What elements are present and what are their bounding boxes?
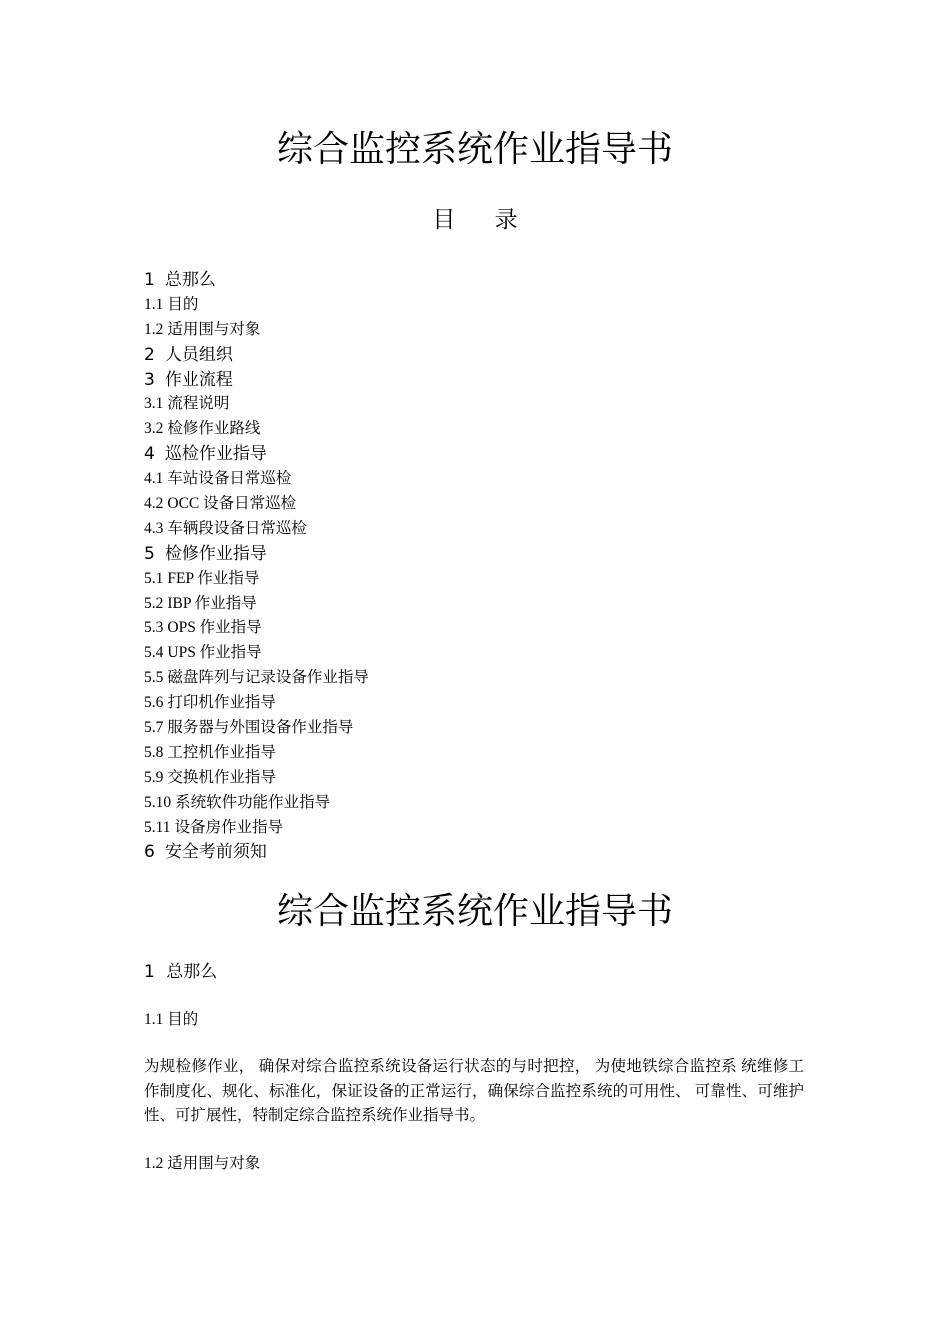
document-title: 综合监控系统作业指导书 [276, 129, 673, 170]
toc-entry-number: 6 [144, 842, 155, 863]
toc-entry[interactable] [144, 816, 844, 841]
toc-entry-title: 适用围与对象 [167, 320, 261, 338]
toc-entry-title: 作业流程 [164, 369, 233, 390]
toc-entry-number: 5.3 [144, 619, 164, 637]
section-title: 总那么 [166, 962, 218, 982]
toc-entry-number: 3.1 [144, 395, 164, 413]
toc-entry-number: 5.4 [144, 644, 164, 662]
toc-entry-title: 系统软件功能作业指导 [175, 793, 331, 811]
toc-entry-title: 设备房作业指导 [174, 818, 284, 836]
section-number: 1.2 [144, 1155, 164, 1172]
toc-entry-title: 车辆段设备日常巡检 [167, 519, 307, 537]
section-1-2-heading [144, 1152, 804, 1176]
toc-entry-title: OPS 作业指导 [167, 619, 262, 637]
toc-entry-title: FEP 作业指导 [167, 569, 260, 587]
toc-entry-number: 4.1 [144, 470, 164, 488]
toc-entry[interactable] [144, 741, 844, 766]
toc-entry-title: 工控机作业指导 [167, 743, 276, 761]
toc-entry-title: 人员组织 [164, 344, 233, 365]
toc-entry[interactable] [144, 293, 844, 318]
toc-entry-number: 5.6 [144, 694, 164, 712]
section-title: 适用围与对象 [167, 1155, 261, 1172]
toc-entry[interactable] [144, 616, 844, 641]
paragraph-text: 为规检修作业， 确保对综合监控系统设备运行状态的与时把控， 为使地铁综合监控系 统维修工作制度化、规化、标准化，保证设备的正常运行，确保综合监控系统的可用性、 可靠性、可维护性、可扩展性，特制定综合监控系统作业指导书。 [144, 1058, 804, 1124]
toc-entry-number: 1 [144, 270, 155, 290]
toc-entry[interactable] [144, 318, 844, 343]
toc-entry-number: 5.5 [144, 669, 164, 687]
toc-entry-number: 5.10 [144, 793, 172, 811]
toc-entry-title: 服务器与外围设备作业指导 [167, 719, 354, 737]
toc-entry-number: 5.1 [144, 569, 164, 587]
section-1-1-heading [144, 1008, 804, 1032]
toc-entry-title: 检修作业指导 [164, 543, 267, 564]
toc-entry-number: 4.2 [144, 495, 164, 513]
toc-entry-number: 5.2 [144, 594, 164, 612]
toc-entry[interactable] [144, 392, 844, 417]
toc-entry-number: 5.9 [144, 768, 164, 786]
toc-entry[interactable] [144, 716, 844, 741]
toc-entry-title: OCC 设备日常巡检 [167, 495, 297, 513]
toc-entry-title: 目的 [167, 295, 199, 313]
section-1-heading [144, 960, 804, 984]
toc-entry-title: UPS 作业指导 [167, 644, 262, 662]
toc-entry[interactable] [144, 840, 844, 865]
toc-entry-number: 4 [144, 444, 155, 465]
toc-entry-title: 磁盘阵列与记录设备作业指导 [167, 669, 369, 687]
toc-entry[interactable] [144, 442, 844, 467]
toc-entry-title: 打印机作业指导 [167, 694, 276, 712]
toc-entry-number: 1.2 [144, 320, 164, 338]
toc-entry-title: 车站设备日常巡检 [167, 470, 292, 488]
toc-entry-number: 5.11 [144, 818, 171, 836]
section-number: 1 [144, 962, 155, 982]
toc-entry[interactable] [144, 492, 844, 517]
section-title: 目的 [167, 1011, 199, 1028]
toc-entry-number: 3.2 [144, 420, 164, 438]
toc-entry[interactable] [144, 343, 844, 368]
toc-entry-number: 5 [144, 543, 155, 564]
toc-entry-number: 1.1 [144, 295, 164, 313]
toc-entry[interactable] [144, 467, 844, 492]
purpose-paragraph [144, 1055, 804, 1129]
toc-entry[interactable] [144, 666, 844, 691]
toc-entry[interactable] [144, 766, 844, 791]
toc-entry[interactable] [144, 368, 844, 393]
toc-entry-title: IBP 作业指导 [167, 594, 257, 612]
toc-entry-number: 4.3 [144, 519, 164, 537]
toc-entry[interactable] [144, 417, 844, 442]
toc-heading: 目 录 [432, 207, 534, 233]
toc-entry[interactable] [144, 592, 844, 617]
toc-entry[interactable] [144, 268, 844, 293]
toc-entry-number: 5.8 [144, 743, 164, 761]
toc-entry-title: 巡检作业指导 [164, 444, 267, 465]
toc-entry-title: 交换机作业指导 [167, 768, 276, 786]
body-title: 综合监控系统作业指导书 [276, 891, 673, 932]
toc-entry[interactable] [144, 641, 844, 666]
toc-entry-title: 总那么 [164, 270, 216, 290]
toc-entry-number: 5.7 [144, 719, 164, 737]
toc-entry-number: 2 [144, 344, 155, 365]
toc-entry-title: 流程说明 [167, 395, 230, 413]
table-of-contents [144, 268, 844, 865]
toc-entry-title: 检修作业路线 [167, 420, 261, 438]
section-number: 1.1 [144, 1011, 164, 1028]
toc-entry-number: 3 [144, 369, 155, 390]
toc-entry[interactable] [144, 542, 844, 567]
toc-entry[interactable] [144, 567, 844, 592]
toc-entry-title: 安全考前须知 [164, 842, 267, 863]
toc-entry[interactable] [144, 691, 844, 716]
toc-entry[interactable] [144, 791, 844, 816]
toc-entry[interactable] [144, 517, 844, 542]
